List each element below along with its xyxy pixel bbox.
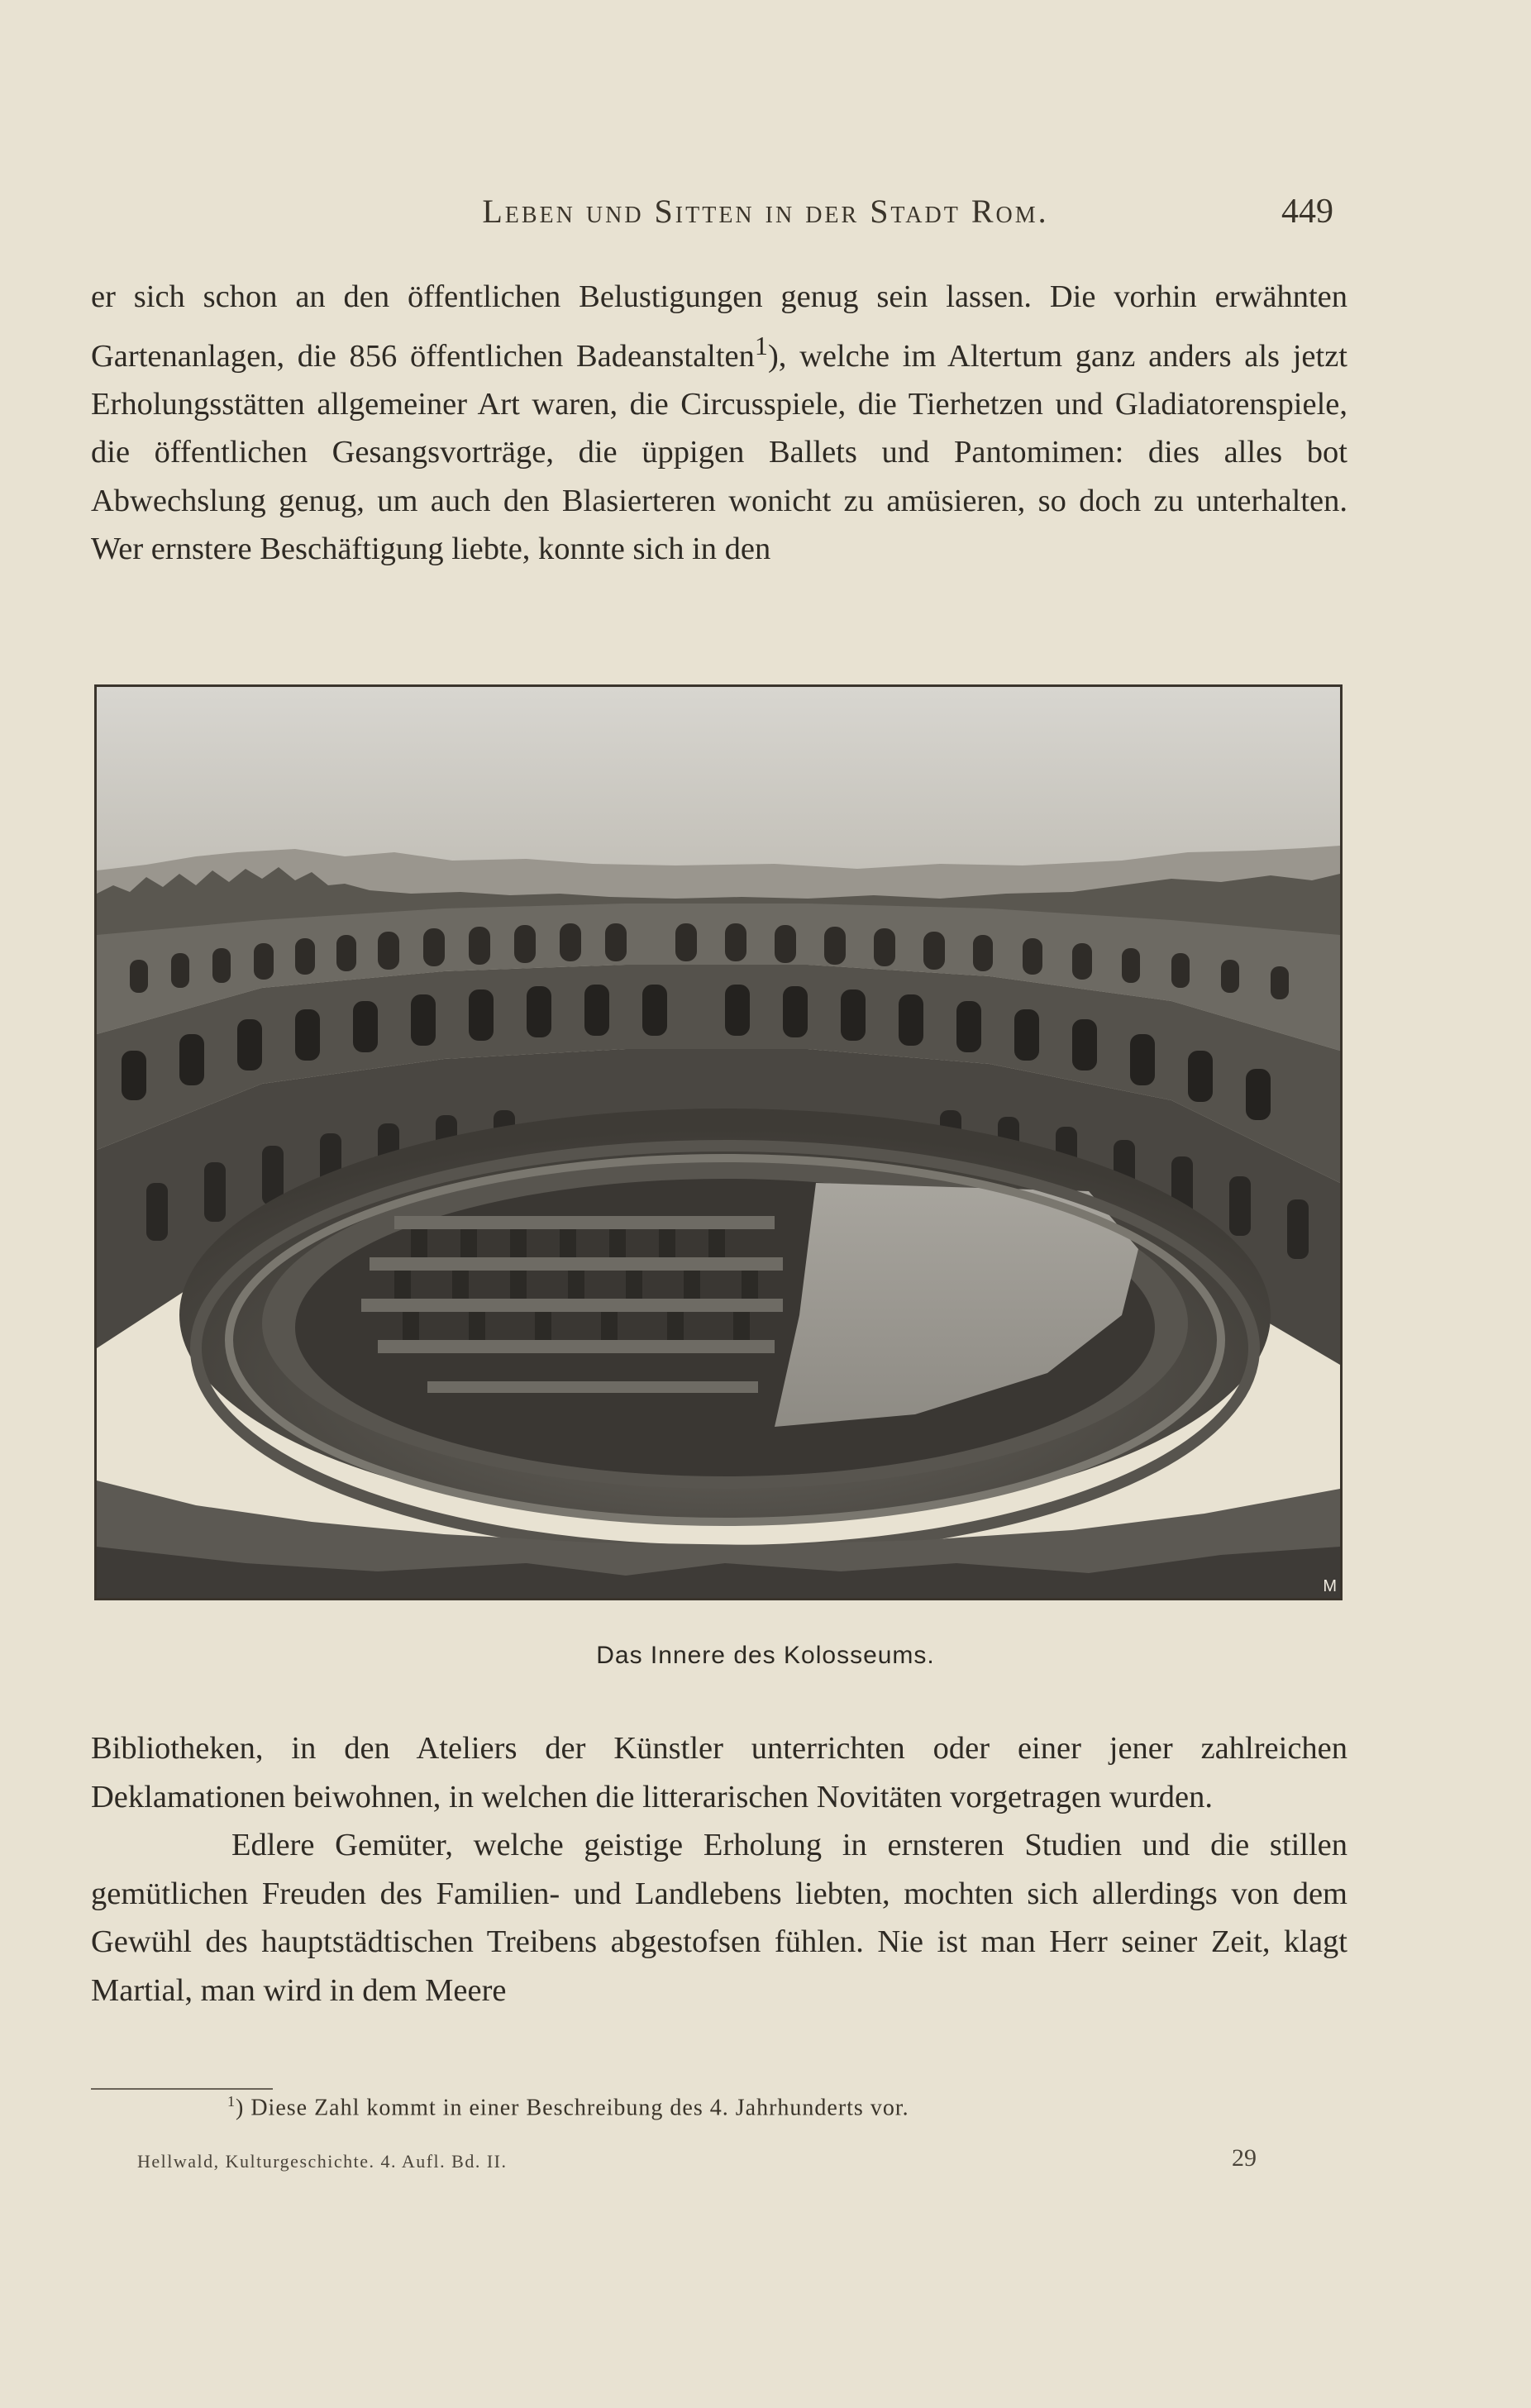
- footnote-divider: [91, 2088, 273, 2090]
- running-title: Leben und Sitten in der Stadt Rom.: [482, 193, 1049, 230]
- body-text-bottom: [91, 1724, 1347, 2015]
- footnote-marker: 1: [227, 2093, 236, 2110]
- footnote: [227, 2093, 909, 2121]
- paragraph-top-continuation: ), welche im Altertum ganz anders als jetzt Erholungsstätten allgemeiner Art waren, die Circusspiele, die Tierhetzen und Gladiatorenspiele, die öffentlichen Gesangsvorträge, die üppigen Ballets und Pantomimen: dies alles bot Abwechslung genug, um auch den Blasierteren wonicht zu amüsieren, so doch zu unterhalten. Wer ernstere Beschäftigung liebte, konnte sich in den: [91, 338, 1347, 567]
- footnote-reference: 1: [754, 330, 768, 360]
- page-header: [0, 192, 1531, 241]
- paragraph-bottom-2: Edlere Gemüter, welche geistige Erholung in ernsteren Studien und die stillen gemütlichen Freuden des Familien- und Landlebens liebten, mochten sich allerdings von dem Gewühl des hauptstädtischen Treibens abgestofsen fühlen. Nie ist man Herr seiner Zeit, klagt Martial, man wird in dem Meere: [91, 1828, 1347, 2008]
- paragraph-top: [91, 273, 1347, 574]
- colosseum-photograph: [94, 684, 1343, 1600]
- figure-monogram: M: [1323, 1577, 1337, 1595]
- paragraph-bottom-1: Bibliotheken, in den Ateliers der Künstler unterrichten oder einer jener zahlreichen Deklamationen beiwohnen, in welchen die litterarischen Novitäten vorgetragen wurden.: [91, 1731, 1347, 1814]
- footnote-text: ) Diese Zahl kommt in einer Beschreibung des 4. Jahrhunderts vor.: [236, 2095, 909, 2121]
- page-number: 449: [1281, 193, 1333, 231]
- printer-signature: Hellwald, Kulturgeschichte. 4. Aufl. Bd. II.: [137, 2151, 508, 2172]
- figure-caption: Das Innere des Kolosseums.: [596, 1642, 935, 1669]
- body-text-top: [91, 273, 1347, 574]
- paragraph-top-text: er sich schon an den öffentlichen Belustigungen genug sein lassen. Die vorhin erwähnten Gartenanlagen, die 856 öffentlichen Badeanstalten: [91, 279, 1347, 374]
- sheet-number: 29: [1232, 2144, 1257, 2172]
